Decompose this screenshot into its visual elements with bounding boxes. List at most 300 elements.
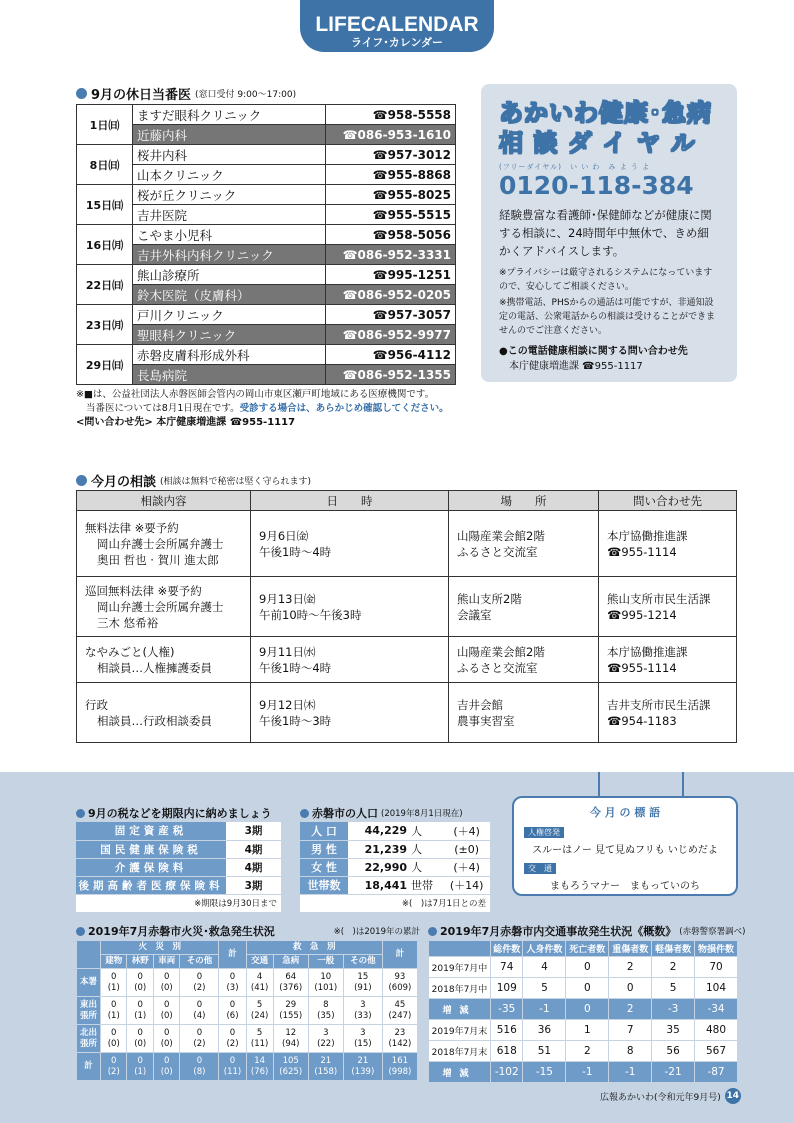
holiday-title: 9月の休日当番医	[91, 88, 192, 103]
traffic-cell: 2	[566, 1041, 609, 1062]
consult-line: 吉井会館	[457, 697, 503, 712]
fire-value: 0	[229, 1055, 236, 1066]
fire-cumulative: (2)	[193, 982, 206, 993]
clinic-tel: ☎958-5056	[326, 225, 456, 245]
doctor-row	[77, 285, 456, 305]
population-value: 21,239	[348, 840, 407, 858]
fire-row	[77, 1053, 418, 1081]
fire-value: 0	[196, 971, 203, 982]
consult-cell-c1	[77, 683, 251, 743]
doctor-row	[77, 105, 456, 125]
consult-line: ☎954-1183	[607, 713, 677, 728]
holiday-section-title	[76, 84, 296, 103]
consult-line: 午前10時～午後3時	[259, 607, 362, 622]
traffic-cell: -35	[491, 999, 523, 1020]
doctor-row	[77, 245, 456, 265]
traffic-row-label: 増減	[429, 999, 491, 1020]
consult-row	[77, 511, 737, 577]
fire-cell	[101, 969, 127, 997]
consult-line: 9月12日㈭	[259, 697, 316, 712]
fire-header-fire: 火 災 別	[101, 941, 219, 955]
traffic-cell: 0	[609, 978, 652, 999]
doctor-row	[77, 265, 456, 285]
fire-note: ※( )は2019年の累計	[333, 927, 420, 937]
tax-row	[76, 876, 281, 894]
tax-row	[76, 840, 281, 858]
fire-header-ems: 救 急 別	[246, 941, 382, 955]
fire-value: 14	[254, 1055, 266, 1066]
consult-line: 無料法律 ※要予約	[85, 520, 179, 535]
fire-row	[77, 1025, 418, 1053]
population-label: 女 性	[300, 858, 348, 876]
traffic-header: 死亡者数	[566, 941, 609, 957]
holiday-hours: (窓口受付 9:00～17:00)	[195, 90, 297, 100]
fire-value: 0	[229, 1027, 236, 1038]
holiday-contact: <問い合わせ先> 本庁健康増進課 ☎955-1117	[76, 417, 296, 428]
fire-value: 161	[391, 1055, 409, 1066]
fire-cumulative: (8)	[193, 1066, 206, 1077]
fire-cumulative: (0)	[160, 1010, 173, 1021]
fire-subheader: その他	[180, 955, 219, 969]
traffic-cell: -1	[523, 999, 566, 1020]
consult-line: 午後1時～3時	[259, 713, 332, 728]
traffic-cell: 618	[491, 1041, 523, 1062]
doctor-day: 15日㈰	[77, 185, 133, 225]
fire-cumulative: (6)	[226, 1010, 239, 1021]
fire-value: 64	[285, 971, 297, 982]
tax-name: 介護保険料	[76, 858, 226, 876]
fire-cumulative: (0)	[134, 982, 147, 993]
fire-cell	[219, 997, 246, 1025]
fire-cell	[308, 1025, 343, 1053]
fire-title-text: 2019年7月赤磐市火災･救急発生状況	[88, 925, 275, 938]
fire-value: 105	[282, 1055, 299, 1066]
traffic-cell: -1	[609, 1062, 652, 1083]
consult-line: ☎955-1114	[607, 544, 677, 559]
fire-cell	[308, 997, 343, 1025]
population-value: 22,990	[348, 858, 407, 876]
fire-cumulative: (2)	[107, 1066, 120, 1077]
tax-row	[76, 858, 281, 876]
fire-cell	[153, 1053, 179, 1081]
consult-row	[77, 637, 737, 683]
traffic-cell: -15	[523, 1062, 566, 1083]
fire-title	[76, 923, 420, 939]
tax-period: 4期	[226, 858, 281, 876]
consult-cell-c4	[599, 577, 737, 637]
traffic-header-row	[429, 941, 738, 957]
traffic-cell: 4	[523, 957, 566, 978]
fire-subheader: その他	[343, 955, 382, 969]
clinic-name: 聖眼科クリニック	[133, 325, 326, 345]
fire-cumulative: (158)	[314, 1066, 338, 1077]
fire-cumulative: (2)	[226, 1038, 239, 1049]
fire-value: 3	[360, 1027, 366, 1038]
fire-value: 21	[357, 1055, 369, 1066]
traffic-cell: 56	[652, 1041, 695, 1062]
clinic-name: 吉井医院	[133, 205, 326, 225]
fire-subheader-row	[77, 955, 418, 969]
dial-note-1: ※プライバシーは厳守されるシステムになっていますので、安心してご相談ください。	[499, 268, 713, 292]
motto-board	[512, 796, 738, 896]
traffic-header: 軽傷者数	[652, 941, 695, 957]
fire-cell	[308, 969, 343, 997]
fire-cell	[153, 1025, 179, 1053]
dial-note-2: ※携帯電話、PHSからの通話は可能ですが、非通知設定の電話、公衆電話からの相談は受けることができませんのでご注意ください。	[499, 298, 716, 336]
fire-cell	[101, 1025, 127, 1053]
traffic-row-label: 2018年7月中	[429, 978, 491, 999]
traffic-cell: 0	[566, 978, 609, 999]
traffic-header: 重傷者数	[609, 941, 652, 957]
population-unit: 人	[407, 840, 443, 858]
consult-subtitle: (相談は無料で秘密は堅く守られます)	[160, 477, 312, 487]
fire-cell	[127, 1025, 153, 1053]
clinic-tel: ☎086-952-3331	[326, 245, 456, 265]
population-date: (2019年8月1日現在)	[381, 809, 463, 819]
fire-value: 5	[256, 1027, 263, 1038]
clinic-tel: ☎955-8025	[326, 185, 456, 205]
consult-line: 山陽産業会館2階	[457, 528, 545, 543]
fire-cell	[343, 1025, 382, 1053]
fire-value: 5	[256, 999, 263, 1010]
consult-cell-c3	[449, 511, 599, 577]
consult-header: 場 所	[449, 491, 599, 511]
fire-header-total: 計	[219, 941, 246, 969]
consult-cell-c3	[449, 637, 599, 683]
fire-subheader: 建物	[101, 955, 127, 969]
fire-cell	[382, 997, 417, 1025]
fire-value: 3	[323, 1027, 329, 1038]
consult-line: ふるさと交流室	[457, 544, 538, 559]
traffic-cell: -3	[652, 999, 695, 1020]
fire-cell	[180, 1025, 219, 1053]
consult-line: 午後1時～4時	[259, 660, 332, 675]
fire-subheader: 一般	[308, 955, 343, 969]
consult-line: 行政	[85, 697, 108, 712]
doctor-day: 22日㈰	[77, 265, 133, 305]
fire-cell	[343, 1053, 382, 1081]
consult-line: 巡回無料法律 ※要予約	[85, 583, 202, 598]
tax-name: 国民健康保険税	[76, 840, 226, 858]
doctor-row	[77, 145, 456, 165]
clinic-name: 近藤内科	[133, 125, 326, 145]
fire-value: 21	[320, 1055, 332, 1066]
tax-name: 固定資産税	[76, 822, 226, 840]
consult-cell-c1	[77, 511, 251, 577]
clinic-name: 赤磐皮膚科形成外科	[133, 345, 326, 365]
population-label: 男 性	[300, 840, 348, 858]
fire-subheader: 急病	[273, 955, 308, 969]
footer	[600, 1088, 741, 1104]
consult-header: 日 時	[251, 491, 449, 511]
fire-corner	[77, 941, 101, 969]
fire-cell	[219, 969, 246, 997]
fire-cell	[382, 1053, 417, 1081]
traffic-cell: -102	[491, 1062, 523, 1083]
fire-cell	[180, 969, 219, 997]
fire-cumulative: (2)	[193, 1038, 206, 1049]
fire-header-total-2: 計	[382, 941, 417, 969]
holiday-note-2a: 当番医については8月1日現在です。	[86, 403, 240, 414]
fire-subheader: 交通	[246, 955, 273, 969]
fire-cell	[382, 1025, 417, 1053]
fire-cumulative: (1)	[107, 1010, 120, 1021]
fire-cell	[153, 969, 179, 997]
doctor-row	[77, 165, 456, 185]
consult-line: 9月6日㈮	[259, 528, 309, 543]
traffic-cell: 2	[652, 957, 695, 978]
fire-cumulative: (0)	[160, 982, 173, 993]
traffic-row	[429, 957, 738, 978]
fire-cell	[127, 997, 153, 1025]
fire-subheader: 林野	[127, 955, 153, 969]
traffic-row-label: 増減	[429, 1062, 491, 1083]
traffic-row	[429, 1020, 738, 1041]
consult-cell-c2	[251, 683, 449, 743]
consult-line: 相談員…人権擁護委員	[97, 660, 212, 675]
clinic-tel: ☎955-8868	[326, 165, 456, 185]
doctor-day: 29日㈰	[77, 345, 133, 385]
dial-number: 0120-118-384	[499, 171, 694, 200]
traffic-title	[428, 923, 745, 939]
fire-value: 10	[320, 971, 332, 982]
fire-cumulative: (11)	[223, 1066, 242, 1077]
population-title-text: 赤磐市の人口	[312, 807, 378, 820]
consult-line: 熊山支所2階	[457, 591, 522, 606]
fire-value: 0	[137, 1055, 143, 1066]
fire-cumulative: (998)	[388, 1066, 412, 1077]
clinic-name: 桜が丘クリニック	[133, 185, 326, 205]
traffic-row	[429, 978, 738, 999]
consult-line: 相談員…行政相談委員	[97, 713, 212, 728]
fire-subheader: 車両	[153, 955, 179, 969]
clinic-name: ますだ眼科クリニック	[133, 105, 326, 125]
traffic-row	[429, 1041, 738, 1062]
fire-cell	[273, 1053, 308, 1081]
traffic-table	[428, 940, 738, 1083]
fire-cell	[127, 1053, 153, 1081]
fire-cell	[246, 1053, 273, 1081]
fire-cumulative: (76)	[250, 1066, 269, 1077]
holiday-note-2b: 受診する場合は、あらかじめ確認してください。	[239, 403, 449, 414]
bullet-dot-icon	[76, 927, 85, 936]
doctor-row	[77, 125, 456, 145]
traffic-row	[429, 999, 738, 1020]
header-tab	[300, 0, 494, 52]
population-row	[300, 858, 490, 876]
population-table	[300, 822, 490, 913]
traffic-cell: 36	[523, 1020, 566, 1041]
fire-value: 45	[394, 999, 406, 1010]
dial-inquiry-contact: 本庁健康増進課 ☎955-1117	[509, 361, 643, 372]
fire-value: 15	[357, 971, 369, 982]
tax-period: 3期	[226, 822, 281, 840]
fire-cell	[180, 997, 219, 1025]
clinic-name: 長島病院	[133, 365, 326, 385]
bullet-dot-icon	[428, 927, 437, 936]
doctor-day: 8日㈰	[77, 145, 133, 185]
traffic-cell: -1	[566, 1062, 609, 1083]
fire-cumulative: (1)	[134, 1066, 147, 1077]
tax-note: ※期限は9月30日まで	[76, 894, 281, 912]
fire-cell	[382, 969, 417, 997]
population-diff: (＋14)	[443, 876, 490, 894]
population-note-row	[300, 894, 490, 912]
motto-text-2: まもろうマナー まもっていのち	[550, 881, 700, 892]
consult-cell-c1	[77, 577, 251, 637]
clinic-tel: ☎958-5558	[326, 105, 456, 125]
fire-cell	[273, 997, 308, 1025]
traffic-header: 物損件数	[695, 941, 738, 957]
consult-line: 三木 悠希裕	[97, 615, 159, 630]
fire-cumulative: (139)	[351, 1066, 375, 1077]
consult-line: 本庁協働推進課	[607, 528, 688, 543]
fire-cumulative: (142)	[388, 1038, 412, 1049]
consult-line: 9月11日㈬	[259, 644, 316, 659]
doctor-row	[77, 305, 456, 325]
consult-title: 今月の相談	[91, 475, 157, 490]
population-label: 世帯数	[300, 876, 348, 894]
fire-value: 29	[285, 999, 297, 1010]
fire-value: 0	[196, 1027, 203, 1038]
doctor-row	[77, 325, 456, 345]
consult-cell-c3	[449, 577, 599, 637]
doctor-row	[77, 225, 456, 245]
traffic-cell: 0	[566, 999, 609, 1020]
consult-row	[77, 577, 737, 637]
clinic-name: 山本クリニック	[133, 165, 326, 185]
traffic-cell: 480	[695, 1020, 738, 1041]
health-dial-box	[481, 84, 737, 382]
clinic-tel: ☎955-5515	[326, 205, 456, 225]
traffic-cell: 70	[695, 957, 738, 978]
fire-value: 0	[229, 999, 236, 1010]
clinic-tel: ☎086-952-0205	[326, 285, 456, 305]
clinic-tel: ☎086-952-1355	[326, 365, 456, 385]
traffic-source: (赤磐警察署調べ)	[679, 927, 746, 937]
consult-row	[77, 683, 737, 743]
clinic-tel: ☎957-3057	[326, 305, 456, 325]
fire-cell	[246, 969, 273, 997]
fire-cell	[101, 997, 127, 1025]
fire-cell	[219, 1025, 246, 1053]
tax-period: 4期	[226, 840, 281, 858]
population-row	[300, 822, 490, 840]
clinic-name: 桜井内科	[133, 145, 326, 165]
doctor-day: 23日㈪	[77, 305, 133, 345]
fire-cumulative: (4)	[193, 1010, 206, 1021]
traffic-cell: 516	[491, 1020, 523, 1041]
dial-description: 経験豊富な看護師･保健師などが健康に関する相談に、24時間年中無休で、きめ細かくアドバイスします。	[499, 208, 712, 258]
population-unit: 人	[407, 858, 443, 876]
traffic-cell: 7	[609, 1020, 652, 1041]
fire-value: 0	[137, 1027, 143, 1038]
consult-cell-c4	[599, 511, 737, 577]
fire-cumulative: (33)	[354, 1010, 372, 1021]
clinic-name: こやま小児科	[133, 225, 326, 245]
bullet-dot-icon	[76, 809, 85, 818]
population-row	[300, 876, 490, 894]
bullet-dot-icon	[300, 809, 309, 818]
consult-cell-c2	[251, 511, 449, 577]
tax-table	[76, 822, 281, 913]
traffic-cell: 104	[695, 978, 738, 999]
consult-header: 問い合わせ先	[599, 491, 737, 511]
header-title: LIFECALENDAR	[315, 13, 479, 36]
fire-value: 0	[111, 971, 117, 982]
fire-value: 0	[229, 971, 236, 982]
fire-value: 0	[164, 971, 170, 982]
consult-header: 相談内容	[77, 491, 251, 511]
population-diff: (＋4)	[443, 858, 490, 876]
fire-cumulative: (24)	[250, 1010, 269, 1021]
consult-line: 吉井支所市民生活課	[607, 697, 711, 712]
dial-inquiry: ●この電話健康相談に関する問い合わせ先	[499, 346, 688, 357]
fire-cumulative: (22)	[317, 1038, 335, 1049]
traffic-cell: 74	[491, 957, 523, 978]
fire-header-row	[77, 941, 418, 955]
traffic-cell: 109	[491, 978, 523, 999]
fire-cell	[246, 1025, 273, 1053]
motto-string-left	[598, 772, 600, 798]
consult-cell-c4	[599, 683, 737, 743]
fire-row	[77, 997, 418, 1025]
population-label: 人 口	[300, 822, 348, 840]
fire-cumulative: (1)	[107, 982, 120, 993]
motto-title: 今 月 の 標 語	[589, 806, 661, 819]
fire-cumulative: (15)	[354, 1038, 372, 1049]
fire-cell	[127, 969, 153, 997]
traffic-cell: 567	[695, 1041, 738, 1062]
fire-cell	[273, 1025, 308, 1053]
traffic-cell: -87	[695, 1062, 738, 1083]
fire-cell	[180, 1053, 219, 1081]
consult-line: 熊山支所市民生活課	[607, 591, 711, 606]
consult-table	[76, 490, 737, 743]
fire-cumulative: (101)	[314, 982, 338, 993]
fire-cell	[246, 997, 273, 1025]
tax-title-text: 9月の税などを期限内に納めましょう	[88, 807, 272, 820]
fire-row-label: 計	[77, 1053, 101, 1081]
holiday-note-1: ※■は、公益社団法人赤磐医師会管内の岡山市東区瀬戸町地域にある医療機関です。	[76, 389, 435, 400]
doctor-day: 16日㈪	[77, 225, 133, 265]
traffic-cell: -21	[652, 1062, 695, 1083]
fire-cell	[101, 1053, 127, 1081]
consult-line: 9月13日㈮	[259, 591, 316, 606]
fire-value: 93	[394, 971, 406, 982]
consult-cell-c2	[251, 637, 449, 683]
fire-cumulative: (11)	[250, 1038, 269, 1049]
traffic-cell: 0	[566, 957, 609, 978]
traffic-header: 人身件数	[523, 941, 566, 957]
consult-cell-c4	[599, 637, 737, 683]
page-number: 14	[725, 1088, 741, 1104]
fire-cumulative: (0)	[107, 1038, 120, 1049]
bullet-dot-icon	[76, 475, 87, 486]
traffic-title-text: 2019年7月赤磐市内交通事故発生状況《概数》	[440, 925, 677, 938]
fire-row	[77, 969, 418, 997]
fire-value: 0	[196, 1055, 203, 1066]
consult-line: 岡山弁護士会所属弁護士	[97, 599, 224, 614]
fire-cumulative: (0)	[160, 1038, 173, 1049]
dial-title-1: あかいわ健康･急病	[499, 99, 712, 127]
traffic-header: 総件数	[491, 941, 523, 957]
traffic-row	[429, 1062, 738, 1083]
tax-period: 3期	[226, 876, 281, 894]
fire-cumulative: (94)	[282, 1038, 300, 1049]
fire-cell	[273, 969, 308, 997]
motto-label-1: 人権啓発	[524, 827, 564, 838]
